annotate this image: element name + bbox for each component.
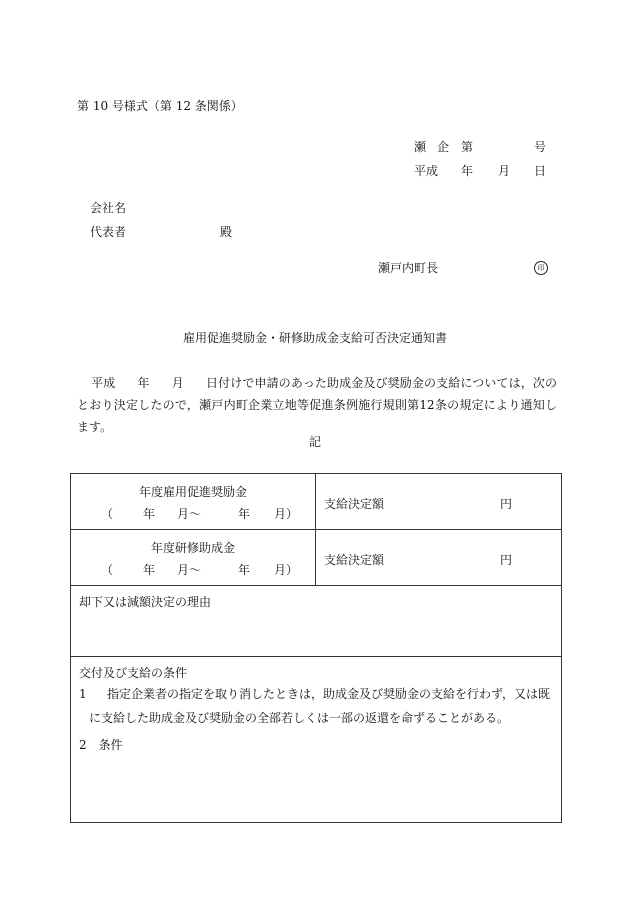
document-title: 雇用促進奨励金・研修助成金支給可否決定通知書	[182, 331, 447, 345]
table-row	[71, 586, 562, 657]
decision-table	[70, 473, 562, 823]
notice-body	[77, 372, 557, 438]
date-day: 日	[534, 164, 547, 178]
condition-item-2: 2 条件	[79, 738, 123, 752]
ref-suffix: 号	[534, 140, 547, 154]
yen-unit: 円	[500, 497, 513, 511]
award-period	[71, 561, 315, 575]
ref-prefix-2: 企	[437, 140, 450, 154]
issuer-name: 瀬戸内町長	[378, 261, 439, 275]
period-month-from: 月～	[177, 507, 202, 521]
table-row	[71, 530, 562, 586]
table-row	[71, 657, 562, 823]
award-cell	[71, 474, 316, 530]
period-month-from: 月～	[177, 563, 202, 577]
award-name: 年度雇用促進奨励金	[138, 485, 247, 499]
award-name: 年度研修助成金	[150, 541, 235, 555]
amount-cell	[316, 530, 562, 586]
date-month: 月	[498, 164, 511, 178]
body-era: 平成	[91, 376, 116, 390]
company-label: 会社名	[90, 201, 127, 215]
period-open: （	[101, 507, 114, 521]
conditions-cell	[71, 657, 562, 823]
body-text: 日付けで申請のあった助成金及び奨励金の支給については，次のとおり決定したので，瀬戸内町企業立地等促進条例施行規則第12条の規定により通知します。	[77, 376, 557, 434]
reason-cell	[71, 586, 562, 657]
award-period	[71, 505, 315, 519]
award-cell	[71, 530, 316, 586]
ref-prefix-3: 第	[461, 140, 474, 154]
date-year: 年	[461, 164, 474, 178]
period-open: （	[101, 563, 114, 577]
ki-heading: 記	[308, 435, 321, 449]
condition-item-1-text: 指定企業者の指定を取り消したときは，助成金及び奨励金の支給を行わず，又は既に支給した助成金及び奨励金の全部若しくは一部の返還を命ずることがある。	[89, 687, 551, 725]
period-month-to: 月）	[274, 563, 299, 577]
amount-label: 支給決定額	[324, 553, 385, 567]
conditions-label: 交付及び支給の条件	[79, 666, 188, 680]
period-year-to: 年	[238, 563, 251, 577]
honorific: 殿	[220, 225, 233, 239]
period-year-from: 年	[143, 563, 156, 577]
amount-label: 支給決定額	[324, 497, 385, 511]
condition-item-1	[79, 682, 555, 730]
reason-label: 却下又は減額決定の理由	[79, 595, 212, 609]
table-row	[71, 474, 562, 530]
body-month: 月	[171, 376, 184, 390]
date-era: 平成	[414, 164, 439, 178]
representative-label: 代表者	[90, 225, 127, 239]
body-year: 年	[137, 376, 150, 390]
period-year-from: 年	[143, 507, 156, 521]
period-year-to: 年	[238, 507, 251, 521]
seal-mark: 印	[534, 261, 548, 275]
ref-prefix-1: 瀬	[414, 140, 427, 154]
period-month-to: 月）	[274, 507, 299, 521]
yen-unit: 円	[500, 553, 513, 567]
condition-item-1-number: 1	[79, 687, 87, 701]
amount-cell	[316, 474, 562, 530]
form-number: 第 10 号様式（第 12 条関係）	[77, 99, 243, 113]
